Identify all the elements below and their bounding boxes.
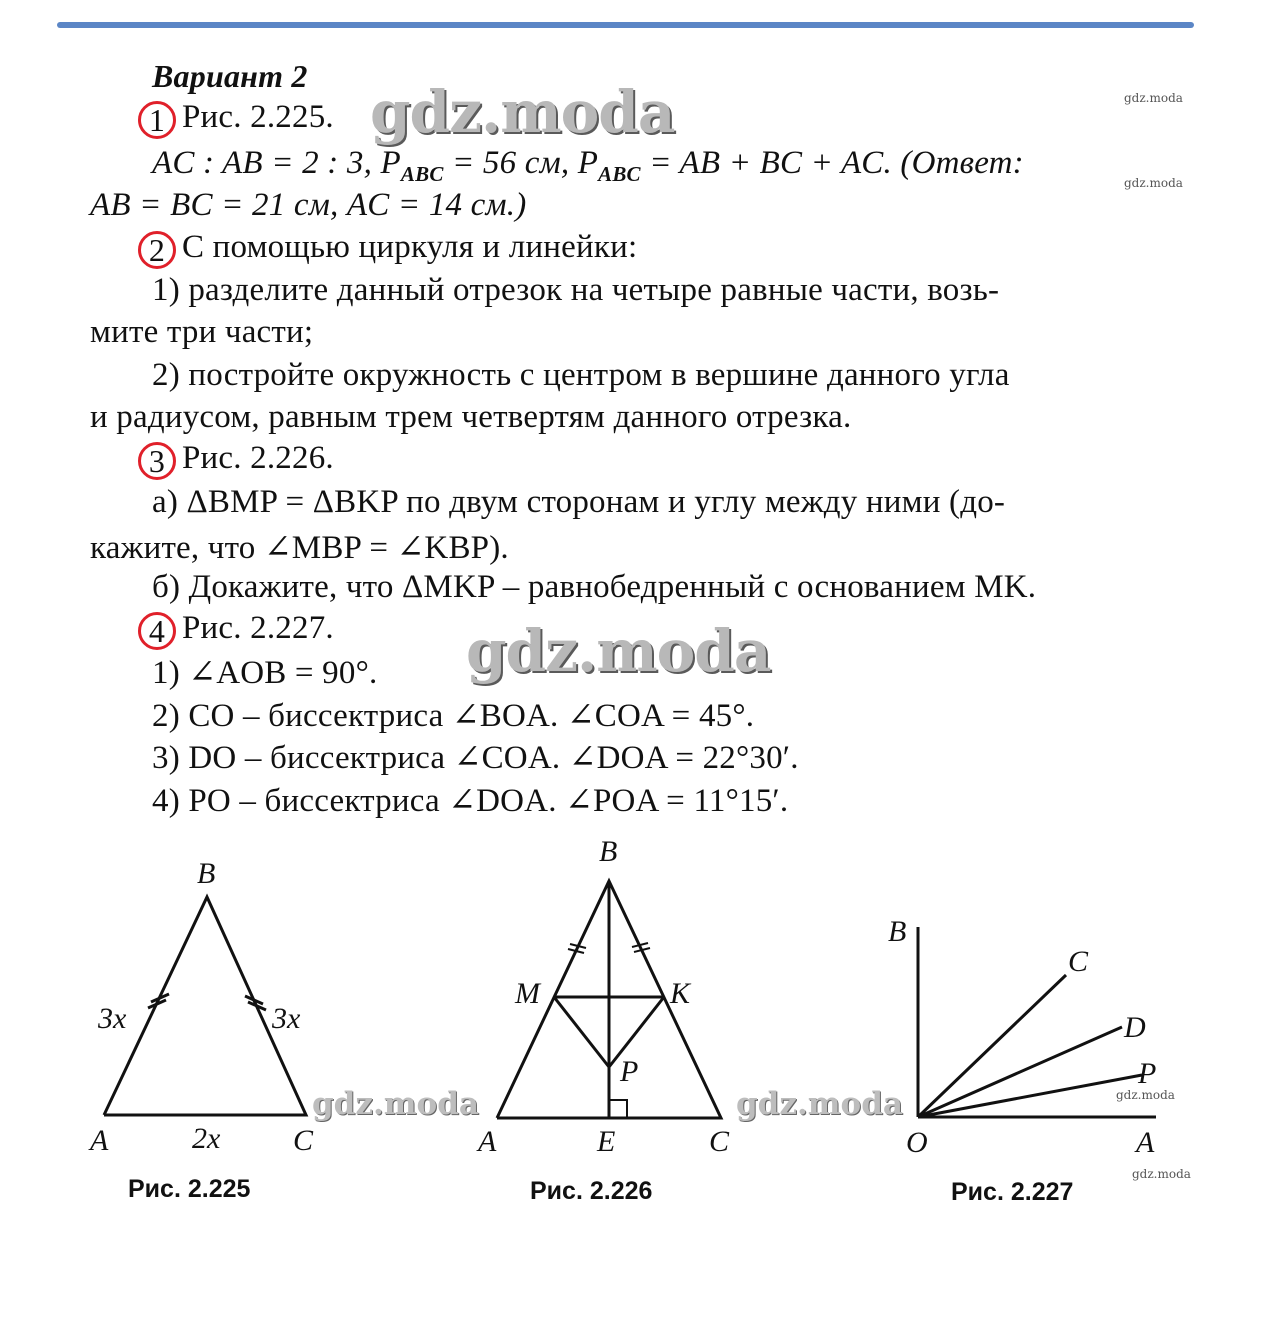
task2-header bbox=[138, 229, 637, 269]
fig1-right-side-length: 3x bbox=[272, 1002, 301, 1035]
task-number-3: 3 bbox=[138, 442, 176, 480]
fig3-label-c: C bbox=[1068, 945, 1089, 978]
task1-figure-ref: Рис. 2.225. bbox=[182, 99, 334, 135]
ray-op bbox=[918, 1075, 1142, 1117]
watermark-fig1: gdz.moda bbox=[312, 1086, 479, 1122]
task1-condition-part1: AC : AB = 2 : 3, P bbox=[152, 145, 401, 181]
fig3-label-d: D bbox=[1124, 1011, 1146, 1044]
fig1-label-b: B bbox=[197, 857, 216, 890]
fig1-left-side-length: 3x bbox=[98, 1002, 127, 1035]
task4-step1: 1) ∠AOB = 90°. bbox=[152, 655, 378, 691]
watermark-fig2: gdz.moda bbox=[736, 1086, 903, 1122]
watermark-middle: gdz.moda bbox=[466, 617, 771, 685]
fig3-label-p: P bbox=[1138, 1057, 1157, 1090]
task4-header bbox=[138, 610, 334, 650]
task1-perimeter-sub1: ABC bbox=[400, 162, 444, 186]
task4-figure-ref: Рис. 2.227. bbox=[182, 610, 334, 646]
task-number-1: 1 bbox=[138, 101, 176, 139]
ray-od bbox=[918, 1027, 1122, 1117]
figure-2-227 bbox=[880, 905, 1170, 1165]
watermark-top: gdz.moda bbox=[370, 78, 675, 146]
task3-b: б) Докажите, что ΔMKP – равнобедренный с основанием MK. bbox=[152, 569, 1037, 605]
fig2-label-b: B bbox=[599, 835, 618, 868]
task4-step3: 3) DO – биссектриса ∠COA. ∠DOA = 22°30′. bbox=[152, 740, 799, 776]
segment-mp bbox=[554, 997, 609, 1067]
caption-2-226: Рис. 2.226 bbox=[530, 1177, 653, 1205]
figure-2-225 bbox=[80, 850, 340, 1160]
task3-a-line1: а) ΔBMP = ΔBKP по двум сторонам и углу между ними (до- bbox=[152, 484, 1006, 520]
task-number-2: 2 bbox=[138, 231, 176, 269]
caption-2-227: Рис. 2.227 bbox=[951, 1178, 1074, 1206]
task1-condition-part3: = AB + BC + AC. (Ответ: bbox=[640, 145, 1024, 181]
task1-perimeter-sub2: ABC bbox=[598, 162, 641, 186]
fig2-label-c: C bbox=[709, 1125, 730, 1158]
fig2-label-k: K bbox=[670, 977, 691, 1010]
fig2-label-p: P bbox=[620, 1055, 639, 1088]
task1-condition-part2: = 56 см, P bbox=[443, 145, 599, 181]
task4-step4: 4) PO – биссектриса ∠DOA. ∠POA = 11°15′. bbox=[152, 783, 789, 819]
task1-header bbox=[138, 99, 334, 139]
task3-a-line2: кажите, что ∠MBP = ∠KBP). bbox=[90, 530, 509, 566]
fig2-label-e: E bbox=[597, 1125, 616, 1158]
watermark-small-3: gdz.moda bbox=[1116, 1088, 1175, 1102]
variant-title: Вариант 2 bbox=[152, 58, 308, 94]
task-number-4: 4 bbox=[138, 612, 176, 650]
ray-oc bbox=[918, 975, 1066, 1117]
watermark-small-2: gdz.moda bbox=[1124, 176, 1183, 190]
task2-item1-line2: мите три части; bbox=[90, 314, 314, 350]
task3-header bbox=[138, 440, 334, 480]
watermark-small-1: gdz.moda bbox=[1124, 91, 1183, 105]
fig3-label-o: O bbox=[906, 1126, 928, 1159]
task2-intro: С помощью циркуля и линейки: bbox=[182, 229, 638, 265]
task2-item2-line2: и радиусом, равным трем четвертям данного отрезка. bbox=[90, 399, 852, 435]
task2-item2-line1: 2) постройте окружность с центром в вершине данного угла bbox=[152, 357, 1010, 393]
task2-item1-line1: 1) разделите данный отрезок на четыре равные части, возь- bbox=[152, 272, 1000, 308]
fig1-label-c: C bbox=[293, 1124, 314, 1157]
task1-condition bbox=[152, 145, 1024, 187]
caption-2-225: Рис. 2.225 bbox=[128, 1175, 251, 1203]
right-angle-mark bbox=[609, 1100, 627, 1118]
task4-step2: 2) CO – биссектриса ∠BOA. ∠COA = 45°. bbox=[152, 698, 755, 734]
task1-answer: AB = BC = 21 см, AC = 14 см.) bbox=[90, 187, 527, 223]
task3-figure-ref: Рис. 2.226. bbox=[182, 440, 334, 476]
fig2-label-m: M bbox=[515, 977, 540, 1010]
fig3-label-a: A bbox=[1136, 1126, 1155, 1159]
fig1-base-length: 2x bbox=[192, 1122, 221, 1155]
fig3-label-b: B bbox=[888, 915, 907, 948]
fig1-label-a: A bbox=[90, 1124, 109, 1157]
figure-2-226 bbox=[470, 835, 760, 1165]
fig2-label-a: A bbox=[478, 1125, 497, 1158]
watermark-small-4: gdz.moda bbox=[1132, 1167, 1191, 1181]
